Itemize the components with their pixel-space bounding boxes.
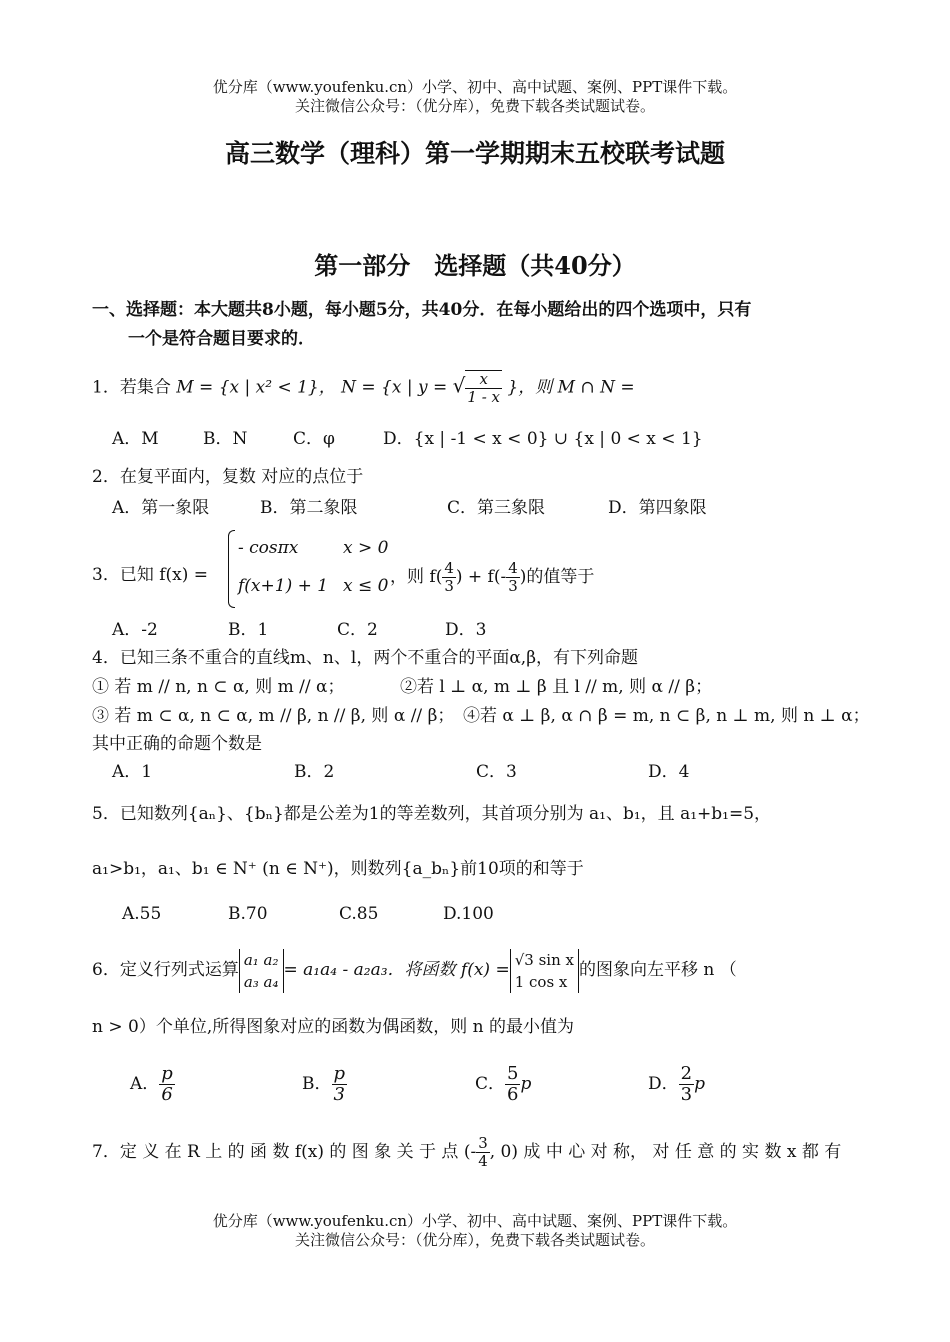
q1-set-m: M = {x | x² < 1}， bbox=[176, 377, 336, 398]
footer-line-2: 关注微信公众号：（优分库），免费下载各类试题试卷。 bbox=[294, 1231, 655, 1249]
page-title: 高三数学（理科）第一学期期末五校联考试题 bbox=[224, 139, 725, 168]
q4-question: 其中正确的命题个数是 bbox=[92, 734, 262, 754]
q7-fraction bbox=[476, 1135, 490, 1170]
q4-proposition-4: ④若 α ⊥ β, α ∩ β = m, n ⊂ β, n ⊥ m, 则 n ⊥ α； bbox=[463, 706, 870, 726]
q3-option-a: A．-2 bbox=[112, 620, 158, 640]
q4-option-a: A．1 bbox=[112, 762, 153, 782]
q4-proposition-2: ②若 l ⊥ α, m ⊥ β 且 l // m, 则 α // β； bbox=[400, 677, 713, 697]
q6-determinant-1 bbox=[239, 949, 284, 993]
question-6-stem bbox=[92, 945, 737, 995]
q6-option-c-suffix: p bbox=[520, 1074, 532, 1094]
q6-option-b bbox=[302, 1062, 347, 1106]
q6-option-c-num: 5 bbox=[507, 1063, 519, 1084]
q6-option-c bbox=[475, 1062, 531, 1106]
q6-option-b-label: B． bbox=[302, 1074, 332, 1094]
instructions-line-1: 一、选择题：本大题共8小题，每小题5分，共40分．在每小题给出的四个选项中，只有 bbox=[92, 300, 752, 320]
q7-frac-num: 3 bbox=[478, 1134, 488, 1152]
q6-option-c-den: 6 bbox=[507, 1084, 519, 1105]
q6-stem-pre: 6．定义行列式运算 bbox=[92, 960, 239, 980]
q6-stem-mid: = a₁a₄ - a₂a₃．将函数 f(x) = bbox=[283, 960, 510, 980]
q6-option-d bbox=[648, 1062, 705, 1106]
q6-det1-row1: a₁ a₂ bbox=[243, 950, 279, 969]
q5-option-d: D.100 bbox=[443, 904, 494, 924]
q6-determinant-2 bbox=[510, 949, 579, 993]
question-5-line-2: a₁>b₁，a₁、b₁ ∈ N⁺ (n ∈ N⁺)，则数列{a_bₙ}前10项的和等于 bbox=[92, 859, 584, 879]
question-5-line-1: 5．已知数列{aₙ}、{bₙ}都是公差为1的等差数列，其首项分别为 a₁、b₁，且 a₁+b₁=5， bbox=[92, 804, 772, 824]
q5-option-b: B.70 bbox=[228, 904, 268, 924]
q1-fraction bbox=[465, 370, 502, 406]
question-4-stem: 4．已知三条不重合的直线m、n、l，两个不重合的平面α,β，有下列命题 bbox=[92, 648, 639, 668]
q4-proposition-3: ③ 若 m ⊂ α, n ⊂ α, m // β, n // β, 则 α // β； bbox=[92, 706, 455, 726]
q6-det2-row1: √3 sin x bbox=[514, 950, 574, 969]
q6-option-b-den: 3 bbox=[333, 1084, 345, 1105]
q2-option-b: B．第二象限 bbox=[260, 498, 358, 518]
q5-option-c: C.85 bbox=[339, 904, 379, 924]
q1-stem-label: 1．若集合 bbox=[92, 377, 171, 398]
footer-line-1: 优分库（www.youfenku.cn）小学、初中、高中试题、案例、PPT课件下载。 bbox=[212, 1212, 738, 1230]
q3-stem-pre: 3．已知 f(x) = bbox=[92, 565, 209, 585]
q6-option-a-den: 6 bbox=[161, 1084, 173, 1105]
q3-case2-cond: x ≤ 0 bbox=[343, 576, 389, 596]
question-2-stem: 2．在复平面内，复数 对应的点位于 bbox=[92, 467, 364, 487]
q3-stem-mid2: ) + f(- bbox=[455, 567, 507, 587]
q5-option-a: A.55 bbox=[122, 904, 162, 924]
q6-option-d-num: 2 bbox=[680, 1063, 693, 1084]
q3-case1-expr: - cosπx bbox=[238, 538, 299, 558]
q3-frac-2 bbox=[506, 560, 520, 595]
q3-frac-1 bbox=[442, 560, 456, 595]
q6-option-a bbox=[130, 1062, 175, 1106]
q1-frac-num: x bbox=[465, 371, 502, 389]
q3-frac1-den: 3 bbox=[444, 577, 454, 595]
q1-option-c: C．φ bbox=[293, 429, 335, 449]
q7-stem-post: , 0) 成 中 心 对 称， 对 任 意 的 实 数 x 都 有 bbox=[489, 1142, 842, 1162]
q4-option-b: B．2 bbox=[294, 762, 335, 782]
sqrt-symbol: √ bbox=[452, 373, 466, 398]
q3-case1-cond: x > 0 bbox=[343, 538, 389, 558]
q1-option-a: A．M bbox=[112, 429, 159, 449]
q7-stem-pre: 7．定 义 在 R 上 的 函 数 f(x) 的 图 象 关 于 点 (- bbox=[92, 1142, 477, 1162]
q3-option-b: B．1 bbox=[228, 620, 269, 640]
instructions-line-2: 一个是符合题目要求的． bbox=[128, 329, 315, 349]
q2-option-d: D．第四象限 bbox=[608, 498, 707, 518]
q7-frac-den: 4 bbox=[478, 1152, 488, 1170]
section-title: 第一部分 选择题（共40分） bbox=[314, 251, 636, 280]
q1-set-n-post: }，则 M ∩ N = bbox=[507, 377, 635, 398]
q3-stem-mid: ，则 f( bbox=[390, 567, 443, 587]
q1-option-b: B．N bbox=[203, 429, 248, 449]
q6-det1-row2: a₃ a₄ bbox=[243, 972, 279, 991]
q3-case2-expr: f(x+1) + 1 bbox=[238, 576, 329, 596]
q3-option-d: D．3 bbox=[445, 620, 487, 640]
q3-brace bbox=[228, 530, 235, 608]
q6-option-d-label: D． bbox=[648, 1074, 679, 1094]
q6-det2-row2: 1 cos x bbox=[514, 972, 568, 991]
q1-set-n-pre: N = {x | y = bbox=[341, 377, 448, 398]
q3-stem-rest bbox=[390, 560, 594, 595]
q6-option-a-label: A． bbox=[130, 1074, 160, 1094]
q3-frac2-den: 3 bbox=[508, 577, 518, 595]
question-7-stem bbox=[92, 1130, 841, 1174]
q1-frac-den: 1 - x bbox=[467, 388, 501, 406]
q4-proposition-1: ① 若 m // n, n ⊂ α, 则 m // α； bbox=[92, 677, 345, 697]
q6-option-b-num: p bbox=[333, 1063, 346, 1084]
question-6-line-2: n > 0）个单位,所得图象对应的函数为偶函数，则 n 的最小值为 bbox=[92, 1017, 574, 1037]
q4-option-c: C．3 bbox=[476, 762, 517, 782]
q3-frac1-num: 4 bbox=[444, 559, 454, 577]
q1-option-d: D．{x | -1 < x < 0} ∪ {x | 0 < x < 1} bbox=[383, 429, 703, 449]
question-1-stem bbox=[92, 370, 635, 406]
q3-stem-post: )的值等于 bbox=[519, 567, 595, 587]
q3-frac2-num: 4 bbox=[508, 559, 518, 577]
q6-option-a-num: p bbox=[161, 1063, 173, 1084]
q6-option-d-den: 3 bbox=[680, 1084, 693, 1105]
q4-option-d: D．4 bbox=[648, 762, 690, 782]
q6-option-d-suffix: p bbox=[694, 1074, 705, 1094]
q6-option-c-label: C． bbox=[475, 1074, 506, 1094]
q3-option-c: C．2 bbox=[337, 620, 378, 640]
q2-option-a: A．第一象限 bbox=[112, 498, 210, 518]
q6-stem-post: 的图象向左平移 n （ bbox=[578, 960, 737, 980]
header-line-2: 关注微信公众号：（优分库），免费下载各类试题试卷。 bbox=[294, 97, 655, 115]
q2-option-c: C．第三象限 bbox=[447, 498, 546, 518]
header-line-1: 优分库（www.youfenku.cn）小学、初中、高中试题、案例、PPT课件下载。 bbox=[212, 78, 738, 96]
